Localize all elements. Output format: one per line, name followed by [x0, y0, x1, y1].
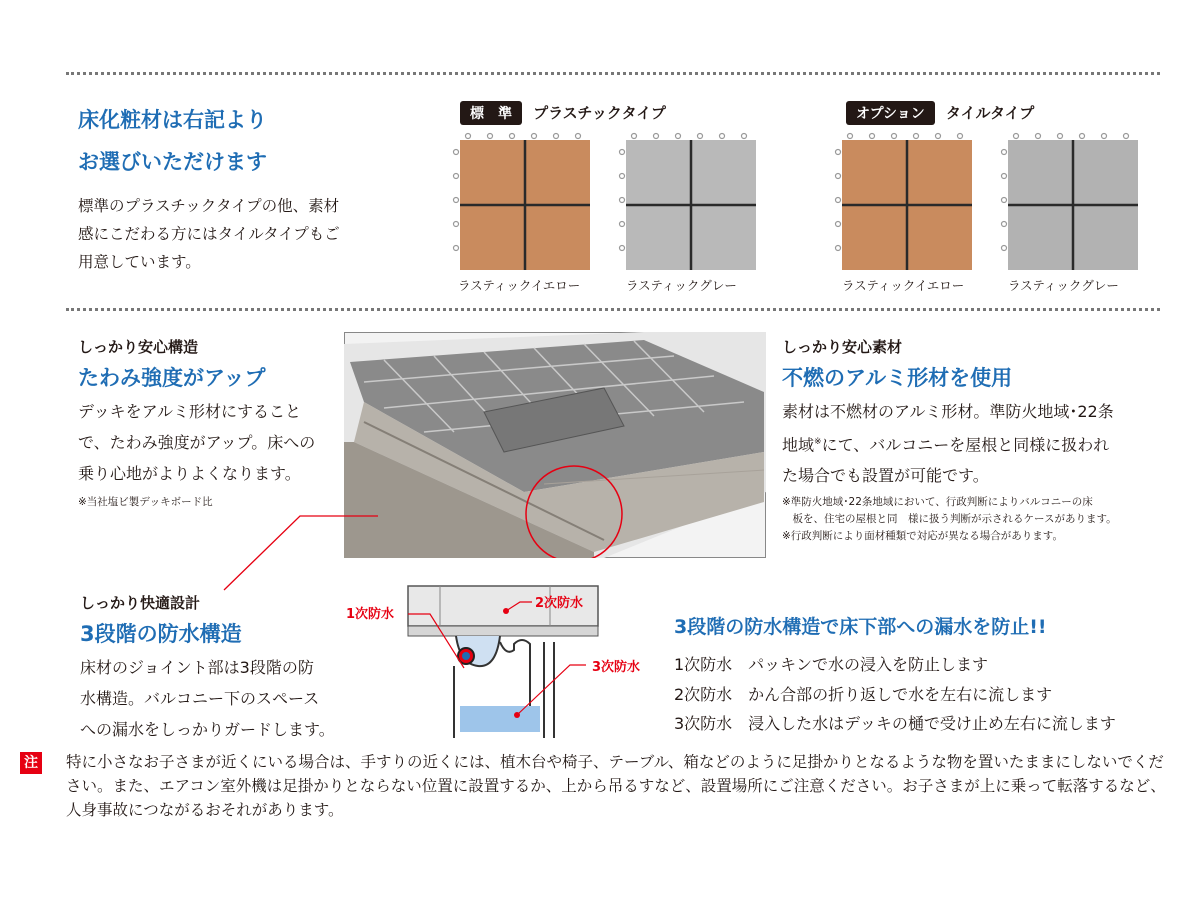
floor-title-line1: 床化粧材は右記より: [78, 108, 267, 132]
standard-header: [460, 101, 666, 125]
waterproof-desc-line: 床材のジョイント部は3段階の防: [80, 658, 314, 677]
tile-label: ラスティックイエロー: [458, 278, 581, 293]
material-note-line: 板を、住宅の屋根と同 様に扱う判断が示されるケースがあります。: [782, 513, 1117, 525]
waterproof-step: 2次防水 かん合部の折り返しで水を左右に流します: [674, 685, 1053, 704]
caution-icon: 注: [20, 752, 42, 774]
floor-desc-line: 感にこだわる方にはタイルタイプもご: [78, 225, 340, 243]
tile-label: ラスティックグレー: [626, 278, 737, 293]
waterproof-desc-line: 水構造。バルコニー下のスペース: [80, 689, 320, 708]
floor-desc-line: 用意しています。: [78, 253, 201, 271]
structure-desc-line: で、たわみ強度がアップ。床への: [78, 433, 316, 452]
waterproof-desc-line: への漏水をしっかりガードします。: [80, 720, 335, 739]
waterproof-step: 1次防水 パッキンで水の浸入を防止します: [674, 655, 989, 674]
waterproof-title: 3段階の防水構造: [80, 622, 242, 646]
tile-plastic-gray: [618, 132, 758, 272]
structure-note: ※当社塩ビ製デッキボード比: [78, 496, 213, 508]
caution-text: 特に小さなお子さまが近くにいる場合は、手すりの近くには、植木台や椅子、テーブル、箱などのように足掛かりとなるような物を置いたままにしないでください。また、エアコン室外機は足掛かりとならない位置に設置するか、上から吊るすなど、設置場所にご注意ください。お子さまが上に乗って転落するなど、人身事故につながるおそれがあります。: [66, 753, 1166, 819]
tile-ceramic-yellow: [834, 132, 974, 272]
tile-plastic-yellow: [452, 132, 592, 272]
tile-label: ラスティックイエロー: [842, 278, 965, 293]
option-type: タイルタイプ: [945, 104, 1035, 122]
material-note-line: ※行政判断により面材種類で対応が異なる場合があります。: [782, 530, 1063, 542]
waterproof-right-title: 3段階の防水構造で床下部への漏水を防止!!: [674, 616, 1047, 638]
material-desc-fragment: 地域: [782, 435, 815, 455]
structure-description: [78, 396, 315, 489]
label-tertiary-waterproof: 3次防水: [592, 660, 641, 675]
tile-label: ラスティックグレー: [1008, 278, 1119, 293]
structure-desc-line: 乗り心地がよりよくなります。: [78, 464, 301, 483]
footnote-mark: ※: [814, 437, 822, 447]
label-primary-waterproof: 1次防水: [346, 607, 395, 622]
divider-top: [66, 72, 1160, 75]
floor-desc-line: 標準のプラスチックタイプの他、素材: [78, 197, 340, 215]
structure-desc-line: デッキをアルミ形材にすること: [78, 402, 302, 421]
material-note-line: ※準防火地域･22条地域において、行政判断によりバルコニーの床: [782, 496, 1093, 508]
callout-line: [222, 510, 382, 592]
waterproof-description: [80, 652, 335, 745]
material-desc-line: [782, 427, 1114, 460]
material-subheading: しっかり安心素材: [782, 338, 903, 356]
material-description: [782, 396, 1114, 491]
option-tag: オプション: [846, 101, 935, 125]
label-secondary-waterproof: 2次防水: [535, 596, 584, 611]
floor-title-line2: お選びいただけます: [78, 150, 267, 174]
material-desc-fragment: にて、バルコニーを屋根と同様に扱われ: [821, 435, 1110, 455]
divider-middle: [66, 308, 1160, 311]
material-desc-line: た場合でも設置が可能です。: [782, 466, 989, 486]
structure-subheading: しっかり安心構造: [78, 338, 199, 356]
material-desc-line: 素材は不燃材のアルミ形材。準防火地域･22条: [782, 402, 1114, 421]
floor-description: [78, 192, 340, 276]
material-notes: [782, 494, 1117, 545]
waterproof-step: 3次防水 浸入した水はデッキの樋で受け止め左右に流します: [674, 714, 1116, 733]
standard-type: プラスチックタイプ: [533, 104, 666, 122]
deck-cross-section-photo: [344, 332, 766, 558]
structure-title: たわみ強度がアップ: [78, 366, 266, 390]
option-header: [846, 101, 1034, 125]
standard-tag: 標 準: [460, 101, 522, 125]
material-title: 不燃のアルミ形材を使用: [782, 366, 1013, 390]
waterproof-subheading: しっかり快適設計: [80, 594, 201, 612]
tile-ceramic-gray: [1000, 132, 1140, 272]
